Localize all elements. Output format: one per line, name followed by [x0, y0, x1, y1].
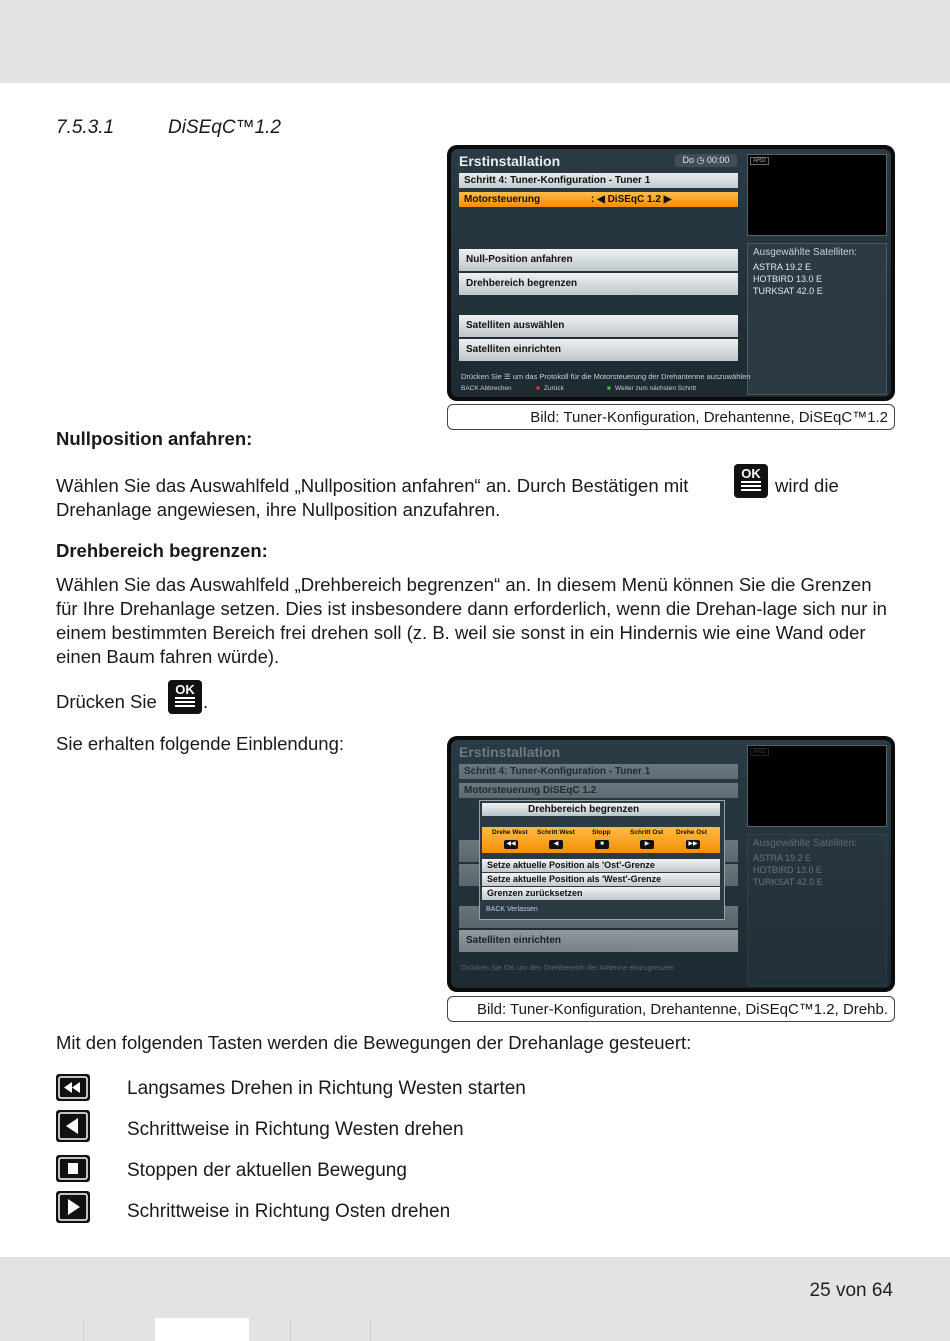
- header-bar: [0, 0, 950, 83]
- step-west-key-icon: [56, 1110, 90, 1142]
- tv-title: Erstinstallation: [459, 744, 561, 760]
- tv-step-row: Schritt 4: Tuner-Konfiguration - Tuner 1: [459, 173, 738, 188]
- footer-tab: [370, 1318, 407, 1341]
- popup-drehbereich: [479, 800, 725, 920]
- step-east-key-icon: [56, 1191, 90, 1223]
- key-label-step-east: Schrittweise in Richtung Osten drehen: [127, 1201, 451, 1222]
- tv-clock: Do ◷ 00:00: [675, 154, 737, 167]
- popup-keybar: Drehe West Schritt West Stopp Schritt Ost Drehe Ost ◀◀ ◀ ■ ▶ ▶▶: [482, 827, 720, 853]
- key-label-stop: Stoppen der aktuellen Bewegung: [127, 1160, 407, 1181]
- tv-item-sat-setup: Satelliten einrichten: [459, 930, 738, 952]
- para-press-end: .: [203, 691, 209, 712]
- tv-item-null: Null-Position anfahren: [459, 249, 738, 271]
- para-receive: Sie erhalten folgende Einblendung:: [56, 733, 345, 754]
- tv-motor-row: Motorsteuerung : ◀ DiSEqC 1.2 ▶: [459, 192, 738, 207]
- heading-drehbereich: Drehbereich begrenzen:: [56, 540, 268, 561]
- key-label-step-west: Schrittweise in Richtung Westen drehen: [127, 1119, 464, 1140]
- tv-preview: ARD: [747, 154, 887, 236]
- key-label-rewind: Langsames Drehen in Richtung Westen starten: [127, 1078, 526, 1099]
- popup-title: Drehbereich begrenzen: [482, 803, 720, 816]
- section-title: DiSEqC™1.2: [168, 117, 281, 138]
- para-null-b: wird die: [775, 475, 839, 496]
- stop-key-icon: [56, 1155, 90, 1182]
- tv-step-row: Schritt 4: Tuner-Konfiguration - Tuner 1: [459, 764, 738, 779]
- tv-hint: Drücken Sie OK um den Drehbereich der Antenne einzugrenzen: [461, 963, 675, 972]
- tv-title: Erstinstallation: [459, 153, 561, 169]
- ok-button-icon: OK: [168, 680, 202, 714]
- para-null-c: Drehanlage angewiesen, ihre Nullposition anzufahren.: [56, 499, 501, 520]
- tv-hint: Drücken Sie ☰ um das Protokoll für die Motorsteuerung der Drehantenne auszuwählen: [461, 372, 751, 381]
- tv-screenshot-2: [447, 736, 895, 992]
- para-press: Drücken Sie: [56, 691, 157, 712]
- footer-tab-active: [155, 1318, 249, 1341]
- para-drehbereich: Wählen Sie das Auswahlfeld „Drehbereich begrenzen“ an. In diesem Menü können Sie die Grenzen für Ihre Drehanlage setzen. Dies ist insbesondere dann erforderlich, wenn die Drehan-lage sich nur in einem bestimmten Bereich frei drehen soll (z. B. weil sie sonst in ein Hindernis wie eine Wand oder einen Baum fahren würde).: [56, 574, 887, 667]
- tv-screenshot-1: Erstinstallation Do ◷ 00:00 ARD Schritt 4: Tuner-Konfiguration - Tuner 1 Motorsteuerung : ◀ DiSEqC 1.2 ▶ Null-Position anfahren Drehbereich begrenzen Satelliten auswählen Satelliten einrichten Ausgewählte Satelliten: ASTRA 19.2 E HOTBIRD 13.0 E TURKSAT 42.0 E Drücken Sie ☰ um das Protokoll für die Motorsteuerung der Drehantenne auszuwählen BACK Abbrechen ■ Zurück ■ Weiter zum nächsten Schritt: [447, 145, 895, 401]
- tv-motor-row: Motorsteuerung DiSEqC 1.2: [459, 783, 738, 798]
- caption-2: Bild: Tuner-Konfiguration, Drehantenne, DiSEqC™1.2, Drehb.: [447, 996, 895, 1022]
- page-number: 25 von 64: [809, 1280, 893, 1301]
- popup-option-ost: Setze aktuelle Position als 'Ost'-Grenze: [482, 859, 720, 872]
- rewind-key-icon: [56, 1074, 90, 1101]
- footer-tab: [83, 1318, 102, 1341]
- ok-button-icon: OK: [734, 464, 768, 498]
- heading-nullposition: Nullposition anfahren:: [56, 428, 253, 449]
- footer-tabs: [0, 1318, 950, 1341]
- tv-satellite-panel: Ausgewählte Satelliten: ASTRA 19.2 E HOTBIRD 13.0 E TURKSAT 42.0 E: [747, 243, 887, 395]
- tv-satellite-panel: Ausgewählte Satelliten: ASTRA 19.2 E HOTBIRD 13.0 E TURKSAT 42.0 E: [747, 834, 887, 986]
- tv-item-sat-setup: Satelliten einrichten: [459, 339, 738, 361]
- popup-option-reset: Grenzen zurücksetzen: [482, 887, 720, 900]
- tv-item-drehbereich: Drehbereich begrenzen: [459, 273, 738, 295]
- footer-tab: [290, 1318, 331, 1341]
- caption-1: Bild: Tuner-Konfiguration, Drehantenne, DiSEqC™1.2: [447, 404, 895, 430]
- tv-preview: ARD: [747, 745, 887, 827]
- para-null-a: Wählen Sie das Auswahlfeld „Nullposition anfahren“ an. Durch Bestätigen mit: [56, 475, 689, 496]
- popup-option-west: Setze aktuelle Position als 'West'-Grenze: [482, 873, 720, 886]
- popup-back-hint: BACK Verlassen: [486, 906, 538, 913]
- para-keys: Mit den folgenden Tasten werden die Bewegungen der Drehanlage gesteuert:: [56, 1032, 692, 1053]
- tv-item-sat-select: Satelliten auswählen: [459, 315, 738, 337]
- section-number: 7.5.3.1: [56, 117, 115, 138]
